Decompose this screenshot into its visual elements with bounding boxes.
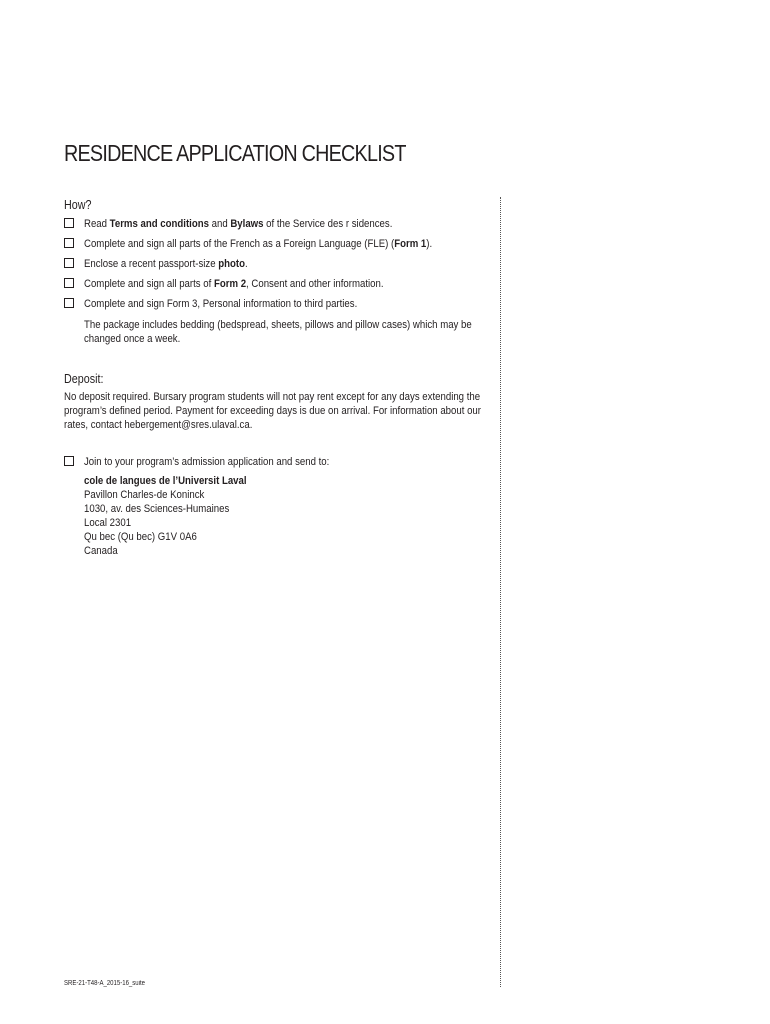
package-note <box>84 318 472 346</box>
checklist-item[interactable] <box>64 298 504 312</box>
address-line: Pavillon Charles-de Koninck <box>84 489 205 501</box>
text-fragment: Enclose a recent passport-size <box>84 258 219 270</box>
text-fragment: . <box>244 258 248 270</box>
checklist-item[interactable] <box>64 238 504 252</box>
checklist-item[interactable] <box>64 218 504 232</box>
emphasized-text: Form 1 <box>394 238 427 250</box>
address-line: Local 2301 <box>84 517 132 529</box>
emphasized-text: Bylaws <box>230 218 264 230</box>
emphasized-text: Form 2 <box>213 278 247 290</box>
checklist-item-text <box>84 277 384 291</box>
checklist-item-text <box>84 217 392 231</box>
address-line: Qu bec (Qu bec) G1V 0A6 <box>84 531 197 543</box>
text-fragment: Read <box>84 218 110 230</box>
checklist-item-text <box>84 237 432 251</box>
emphasized-text: photo <box>218 258 245 270</box>
checklist-item-text <box>84 297 357 311</box>
text-fragment: Complete and sign all parts of the French as a Foreign Language (FLE) ( <box>84 238 395 250</box>
send-checklist-item[interactable] <box>64 456 504 470</box>
checkbox[interactable] <box>64 238 74 248</box>
send-instruction: Join to your program’s admission application and send to: <box>84 456 330 468</box>
text-fragment: Complete and sign all parts of <box>84 278 214 290</box>
text-fragment: of the Service des r sidences. <box>263 218 393 230</box>
deposit-line: rates, contact hebergement@sres.ulaval.ca. <box>64 419 253 431</box>
checkbox[interactable] <box>64 278 74 288</box>
checkbox[interactable] <box>64 298 74 308</box>
deposit-line: No deposit required. Bursary program students will not pay rent except for any days extending the <box>64 391 481 403</box>
package-note-line: The package includes bedding (bedspread, sheets, pillows and pillow cases) which may be <box>84 319 472 331</box>
checkbox[interactable] <box>64 456 74 466</box>
address-line: 1030, av. des Sciences-Humaines <box>84 503 230 515</box>
address-name: cole de langues de l’Universit Laval <box>84 475 247 487</box>
package-note-line: changed once a week. <box>84 333 181 345</box>
mailing-address <box>84 474 247 558</box>
emphasized-text: Terms and conditions <box>109 218 209 230</box>
checkbox[interactable] <box>64 218 74 228</box>
cut-line <box>500 197 501 987</box>
address-line: Canada <box>84 545 118 557</box>
checklist-item[interactable] <box>64 258 504 272</box>
checklist-item-text <box>84 257 248 271</box>
text-fragment: and <box>208 218 231 230</box>
deposit-line: program’s defined period. Payment for exceeding days is due on arrival. For information about our <box>64 405 481 417</box>
how-heading: How? <box>64 198 92 212</box>
text-fragment: Complete and sign Form 3, Personal information to third parties. <box>84 298 358 310</box>
checklist-item[interactable] <box>64 278 504 292</box>
page-title: RESIDENCE APPLICATION CHECKLIST <box>64 140 406 166</box>
deposit-heading: Deposit: <box>64 372 104 386</box>
form-code: SRE-21-T48-A_2015-16_suite <box>64 980 145 987</box>
text-fragment: ). <box>426 238 433 250</box>
deposit-text <box>64 390 481 432</box>
checkbox[interactable] <box>64 258 74 268</box>
text-fragment: , Consent and other information. <box>246 278 384 290</box>
